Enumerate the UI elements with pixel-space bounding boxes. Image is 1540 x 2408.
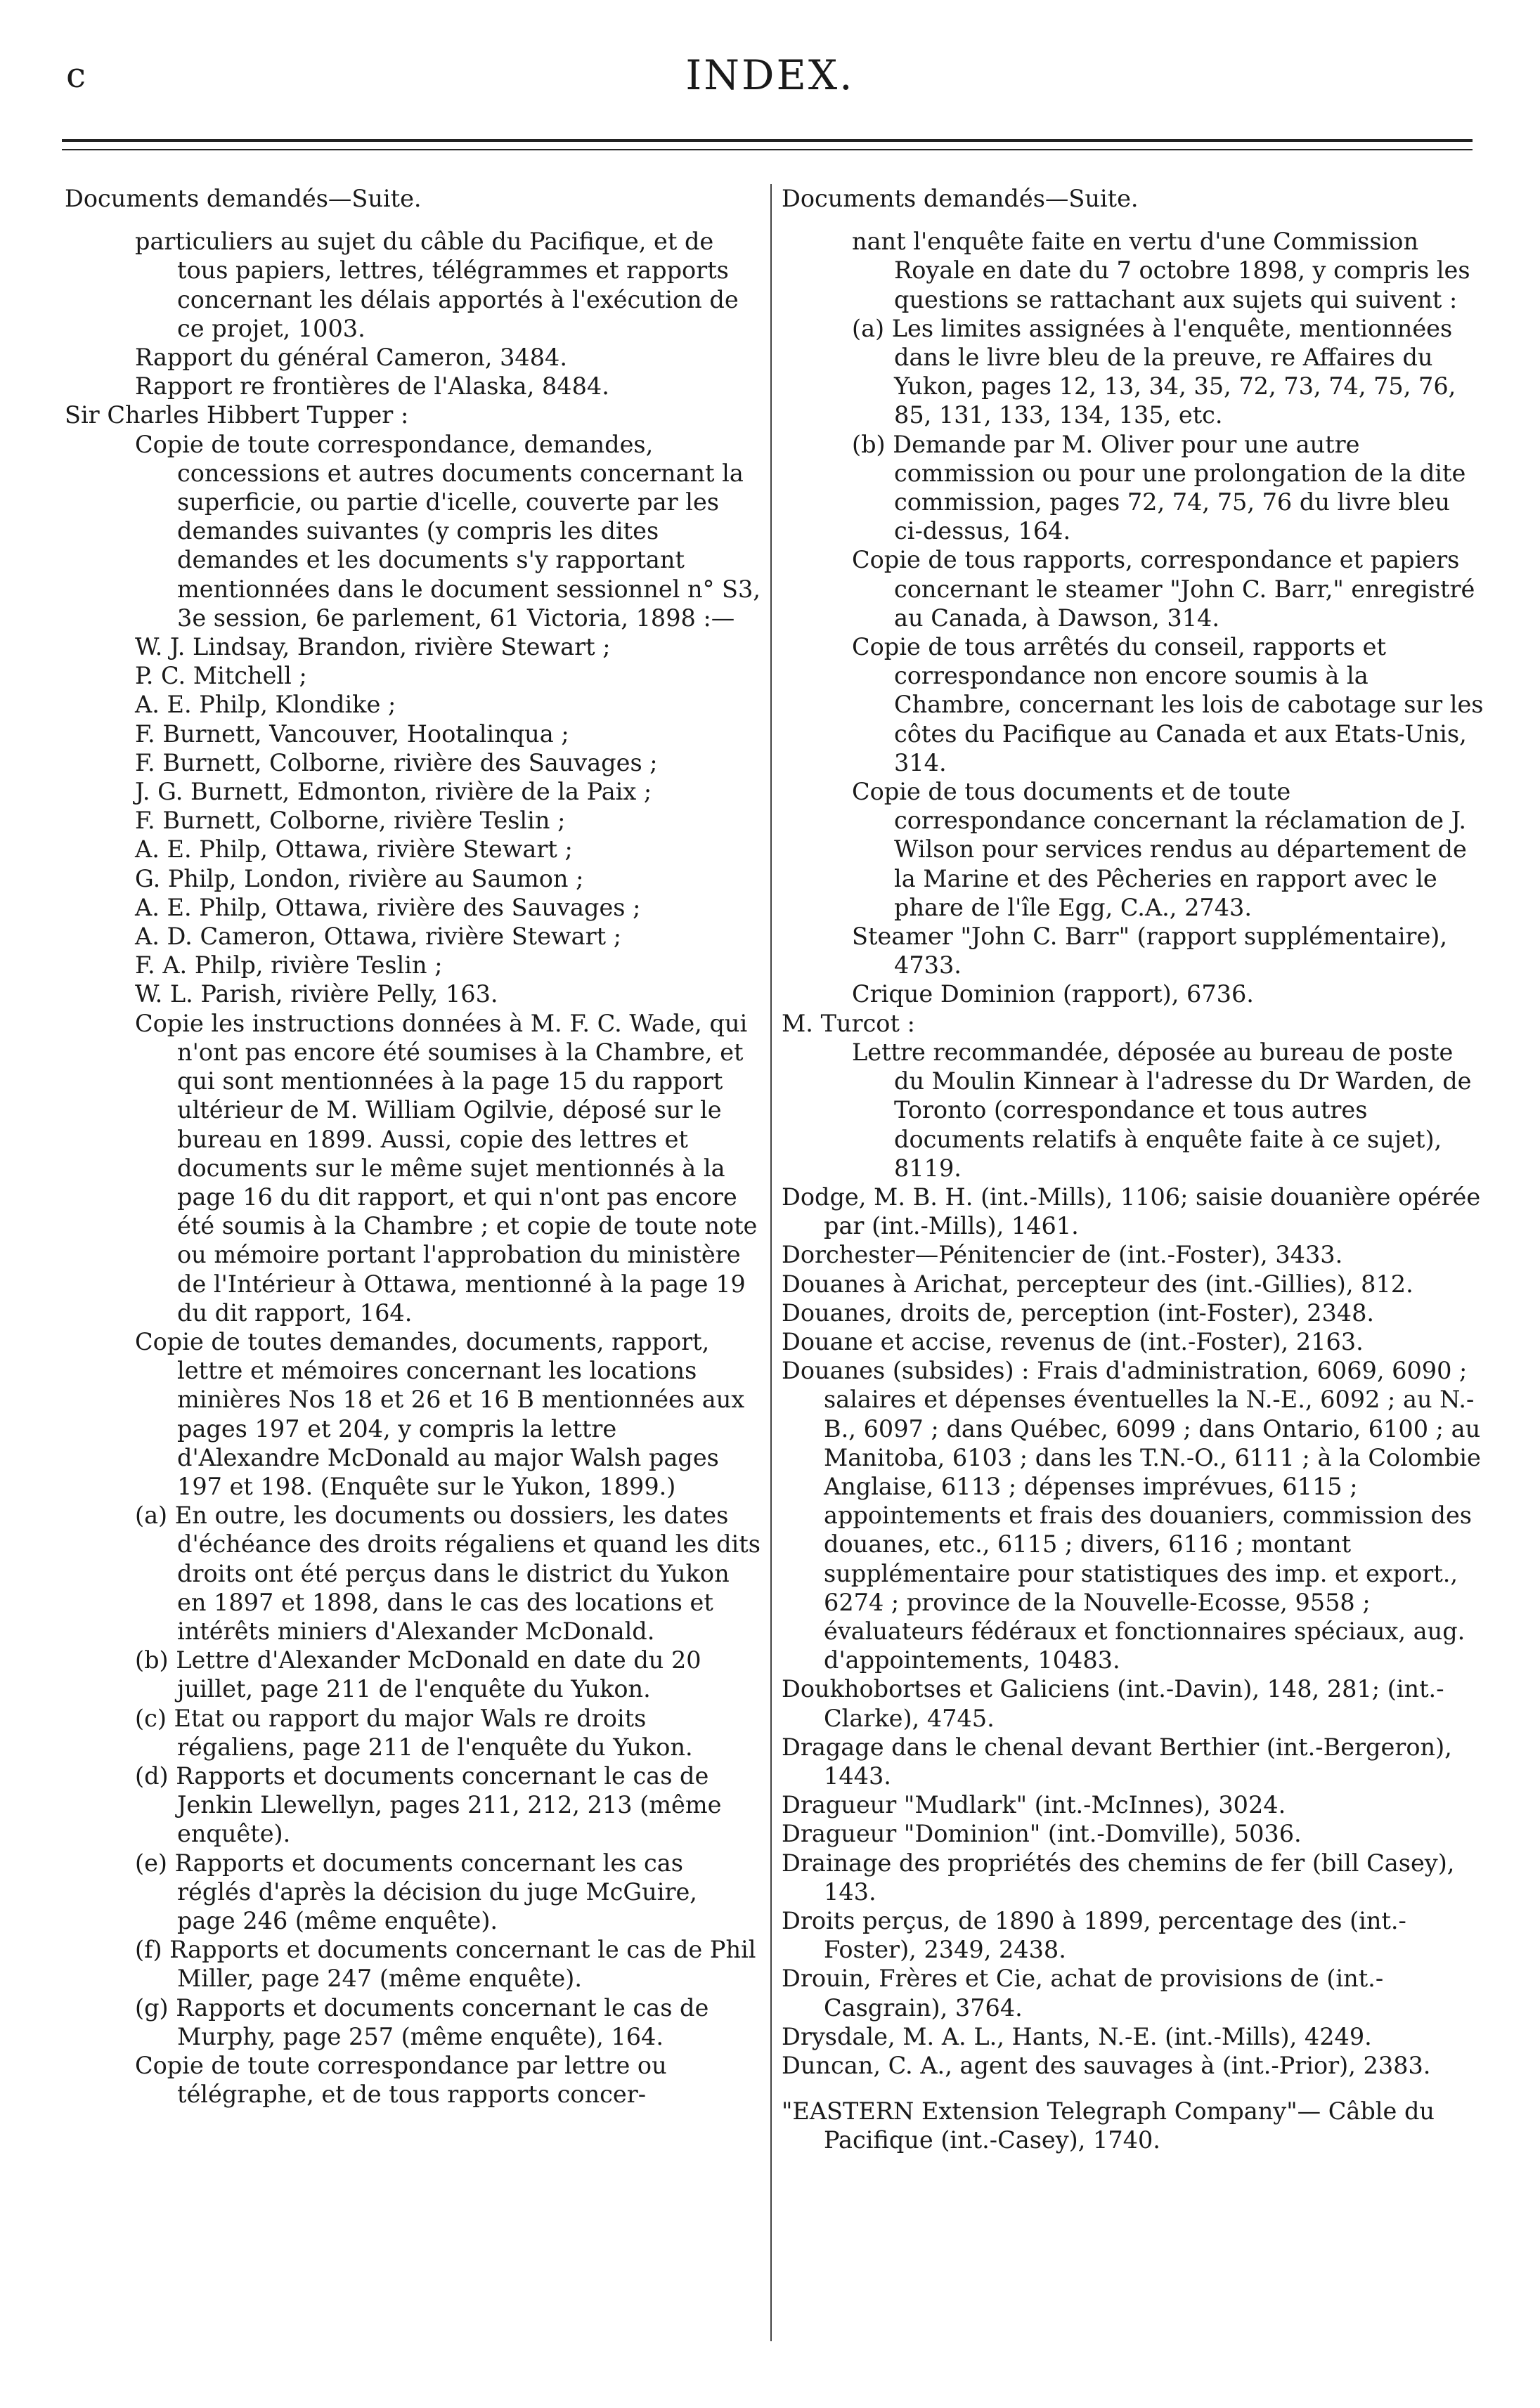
- index-subentry: nant l'enquête faite en vertu d'une Commission Royale en date du 7 octobre 1898, y compris les questions se rattachant aux sujets qui suivent :: [852, 228, 1470, 313]
- header-rule: [62, 139, 1473, 150]
- index-entry: Doukhobortses et Galiciens (int.-Davin), 148, 281; (int.-Clarke), 4745.: [782, 1675, 1444, 1732]
- index-entry: Duncan, C. A., agent des sauvages à (int.-Prior), 2383.: [782, 2052, 1431, 2079]
- index-entry: Dragueur "Dominion" (int.-Domville), 5036.: [782, 1820, 1302, 1848]
- index-subentry: Copie de tous documents et de toute correspondance concernant la réclamation de J. Wilson pour services rendus au département de la Marine et des Pêcheries en rapport avec le phare de l'île Egg, C.A., 2743.: [852, 778, 1467, 921]
- index-subentry: F. A. Philp, rivière Teslin ;: [135, 951, 443, 980]
- index-subentry: Copie de tous rapports, correspondance et papiers concernant le steamer "John C. Barr," enregistré au Canada, à Dawson, 314.: [852, 546, 1475, 632]
- index-subentry: particuliers au sujet du câble du Pacifique, et de tous papiers, lettres, télégrammes et rapports concernant les délais apportés à l'exécution de ce projet, 1003.: [135, 228, 739, 342]
- column-heading: Documents demandés—Suite.: [782, 185, 1139, 212]
- index-subentry: W. J. Lindsay, Brandon, rivière Stewart ;: [135, 633, 611, 661]
- index-subentry: F. Burnett, Vancouver, Hootalinqua ;: [135, 720, 569, 748]
- index-entry: Dodge, M. B. H. (int.-Mills), 1106; saisie douanière opérée par (int.-Mills), 1461.: [782, 1183, 1481, 1240]
- index-subentry: A. D. Cameron, Ottawa, rivière Stewart ;: [135, 923, 621, 951]
- page-number: c: [66, 55, 86, 96]
- index-subentry: W. L. Parish, rivière Pelly, 163.: [135, 980, 498, 1008]
- index-subentry: Rapport du général Cameron, 3484.: [135, 344, 567, 372]
- index-subentry: (a) Les limites assignées à l'enquête, mentionnées dans le livre bleu de la preuve, re Affaires du Yukon, pages 12, 13, 34, 35, 72, 73, 74, 75, 76, 85, 131, 133, 134, 135, etc.: [852, 314, 1456, 429]
- index-subentry: F. Burnett, Colborne, rivière Teslin ;: [135, 807, 566, 835]
- index-subentry: Copie les instructions données à M. F. C. Wade, qui n'ont pas encore été soumises à la Chambre, et qui sont mentionnées à la page 15 du rapport ultérieur de M. William Ogilvie, déposé sur le bureau en 1899. Aussi, copie des lettres et documents sur le même sujet mentionnés à la page 16 du dit rapport, et qui n'ont pas encore été soumis à la Chambre ; et copie de toute note ou mémoire portant l'approbation du ministère de l'Intérieur à Ottawa, mentionné à la page 19 du dit rapport, 164.: [135, 1009, 758, 1327]
- index-subentry: Rapport re frontières de l'Alaska, 8484.: [135, 372, 609, 401]
- index-subentry: P. C. Mitchell ;: [135, 662, 307, 690]
- page-title: INDEX.: [685, 51, 855, 99]
- index-entry: Dragueur "Mudlark" (int.-McInnes), 3024.: [782, 1791, 1286, 1819]
- index-subentry: Copie de toute correspondance, demandes, concessions et autres documents concernant la superficie, ou partie d'icelle, couverte par les demandes suivantes (y compris les dites demandes et les documents s'y rapportant mentionnées dans le document sessionnel n° S3, 3e session, 6e parlement, 61 Victoria, 1898 :—: [135, 430, 761, 632]
- index-entry: Drainage des propriétés des chemins de fer (bill Casey), 143.: [782, 1849, 1455, 1906]
- index-entry: Douanes à Arichat, percepteur des (int.-Gillies), 812.: [782, 1270, 1413, 1298]
- index-subentry: A. E. Philp, Klondike ;: [135, 691, 396, 719]
- index-subentry: F. Burnett, Colborne, rivière des Sauvages ;: [135, 748, 658, 776]
- index-entry: Droits perçus, de 1890 à 1899, percentage des (int.-Foster), 2349, 2438.: [782, 1906, 1406, 1964]
- index-subentry: A. E. Philp, Ottawa, rivière des Sauvages ;: [135, 893, 641, 921]
- left-column: [65, 184, 761, 2109]
- right-column: [782, 184, 1484, 2155]
- index-entry: Douanes, droits de, perception (int-Foster), 2348.: [782, 1299, 1375, 1327]
- right-entries: [782, 227, 1484, 2154]
- index-subentry: (d) Rapports et documents concernant le cas de Jenkin Llewellyn, pages 211, 212, 213 (même enquête).: [135, 1762, 722, 1848]
- index-subentry: A. E. Philp, Ottawa, rivière Stewart ;: [135, 835, 573, 864]
- index-entry: Dorchester—Pénitencier de (int.-Foster), 3433.: [782, 1241, 1343, 1269]
- index-subentry: (b) Demande par M. Oliver pour une autre commission ou pour une prolongation de la dite commission, pages 72, 74, 75, 76 du livre bleu ci-dessus, 164.: [852, 430, 1466, 545]
- column-divider: [770, 184, 772, 2341]
- index-subentry: (b) Lettre d'Alexander McDonald en date du 20 juillet, page 211 de l'enquête du Yukon.: [135, 1646, 701, 1703]
- index-entry: M. Turcot :: [782, 1009, 915, 1037]
- index-subentry: (f) Rapports et documents concernant le cas de Phil Miller, page 247 (même enquête).: [135, 1936, 756, 1993]
- index-subentry: Steamer "John C. Barr" (rapport supplémentaire), 4733.: [852, 923, 1447, 980]
- index-subentry: (c) Etat ou rapport du major Wals re droits régaliens, page 211 de l'enquête du Yukon.: [135, 1704, 693, 1761]
- index-subentry: Lettre recommandée, déposée au bureau de poste du Moulin Kinnear à l'adresse du Dr Warden, de Toronto (correspondance et tous autres documents relatifs à enquête faite à ce sujet), 8119.: [852, 1038, 1472, 1182]
- index-subentry: (g) Rapports et documents concernant le cas de Murphy, page 257 (même enquête), 164.: [135, 1993, 709, 2050]
- index-subentry: J. G. Burnett, Edmonton, rivière de la Paix ;: [135, 778, 652, 806]
- index-entry: Drouin, Frères et Cie, achat de provisions de (int.-Casgrain), 3764.: [782, 1965, 1384, 2022]
- index-subentry: Crique Dominion (rapport), 6736.: [852, 980, 1254, 1008]
- index-entry: Sir Charles Hibbert Tupper :: [65, 401, 409, 429]
- index-entry: Dragage dans le chenal devant Berthier (int.-Bergeron), 1443.: [782, 1733, 1452, 1790]
- index-entry: "EASTERN Extension Telegraph Company"— Câble du Pacifique (int.-Casey), 1740.: [782, 2097, 1435, 2154]
- index-entry: Douanes (subsides) : Frais d'administration, 6069, 6090 ; salaires et dépenses éventuelles la N.-E., 6092 ; au N.-B., 6097 ; dans Québec, 6099 ; dans Ontario, 6100 ; au Manitoba, 6103 ; dans les T.N.-O., 6111 ; à la Colombie Anglaise, 6113 ; dépenses imprévues, 6115 ; appointements et frais des douaniers, commission des douanes, etc., 6115 ; divers, 6116 ; montant supplémentaire pour statistiques des imp. et export., 6274 ; province de la Nouvelle-Ecosse, 9558 ; évaluateurs fédéraux et fonctionnaires spéciaux, aug. d'appointements, 10483.: [782, 1357, 1481, 1674]
- index-entry: Drysdale, M. A. L., Hants, N.-E. (int.-Mills), 4249.: [782, 2022, 1372, 2050]
- index-subentry: Copie de tous arrêtés du conseil, rapports et correspondance non encore soumis à la Chambre, concernant les lois de cabotage sur les côtes du Pacifique au Canada et aux Etats-Unis, 314.: [852, 633, 1484, 776]
- index-subentry: G. Philp, London, rivière au Saumon ;: [135, 864, 584, 892]
- left-entries: [65, 227, 761, 2109]
- index-subentry: Copie de toute correspondance par lettre ou télégraphe, et de tous rapports concer-: [135, 2052, 667, 2109]
- index-subentry: (e) Rapports et documents concernant les cas réglés d'après la décision du juge McGuire, page 246 (même enquête).: [135, 1849, 697, 1934]
- column-heading: Documents demandés—Suite.: [65, 185, 422, 212]
- index-subentry: (a) En outre, les documents ou dossiers, les dates d'échéance des droits régaliens et quand les dits droits ont été perçus dans le district du Yukon en 1897 et 1898, dans le cas des locations et intérêts miniers d'Alexander McDonald.: [135, 1502, 761, 1645]
- index-entry: Douane et accise, revenus de (int.-Foster), 2163.: [782, 1327, 1364, 1355]
- index-subentry: Copie de toutes demandes, documents, rapport, lettre et mémoires concernant les locations minières Nos 18 et 26 et 16 B mentionnées aux pages 197 et 204, y compris la lettre d'Alexandre McDonald au major Walsh pages 197 et 198. (Enquête sur le Yukon, 1899.): [135, 1327, 745, 1500]
